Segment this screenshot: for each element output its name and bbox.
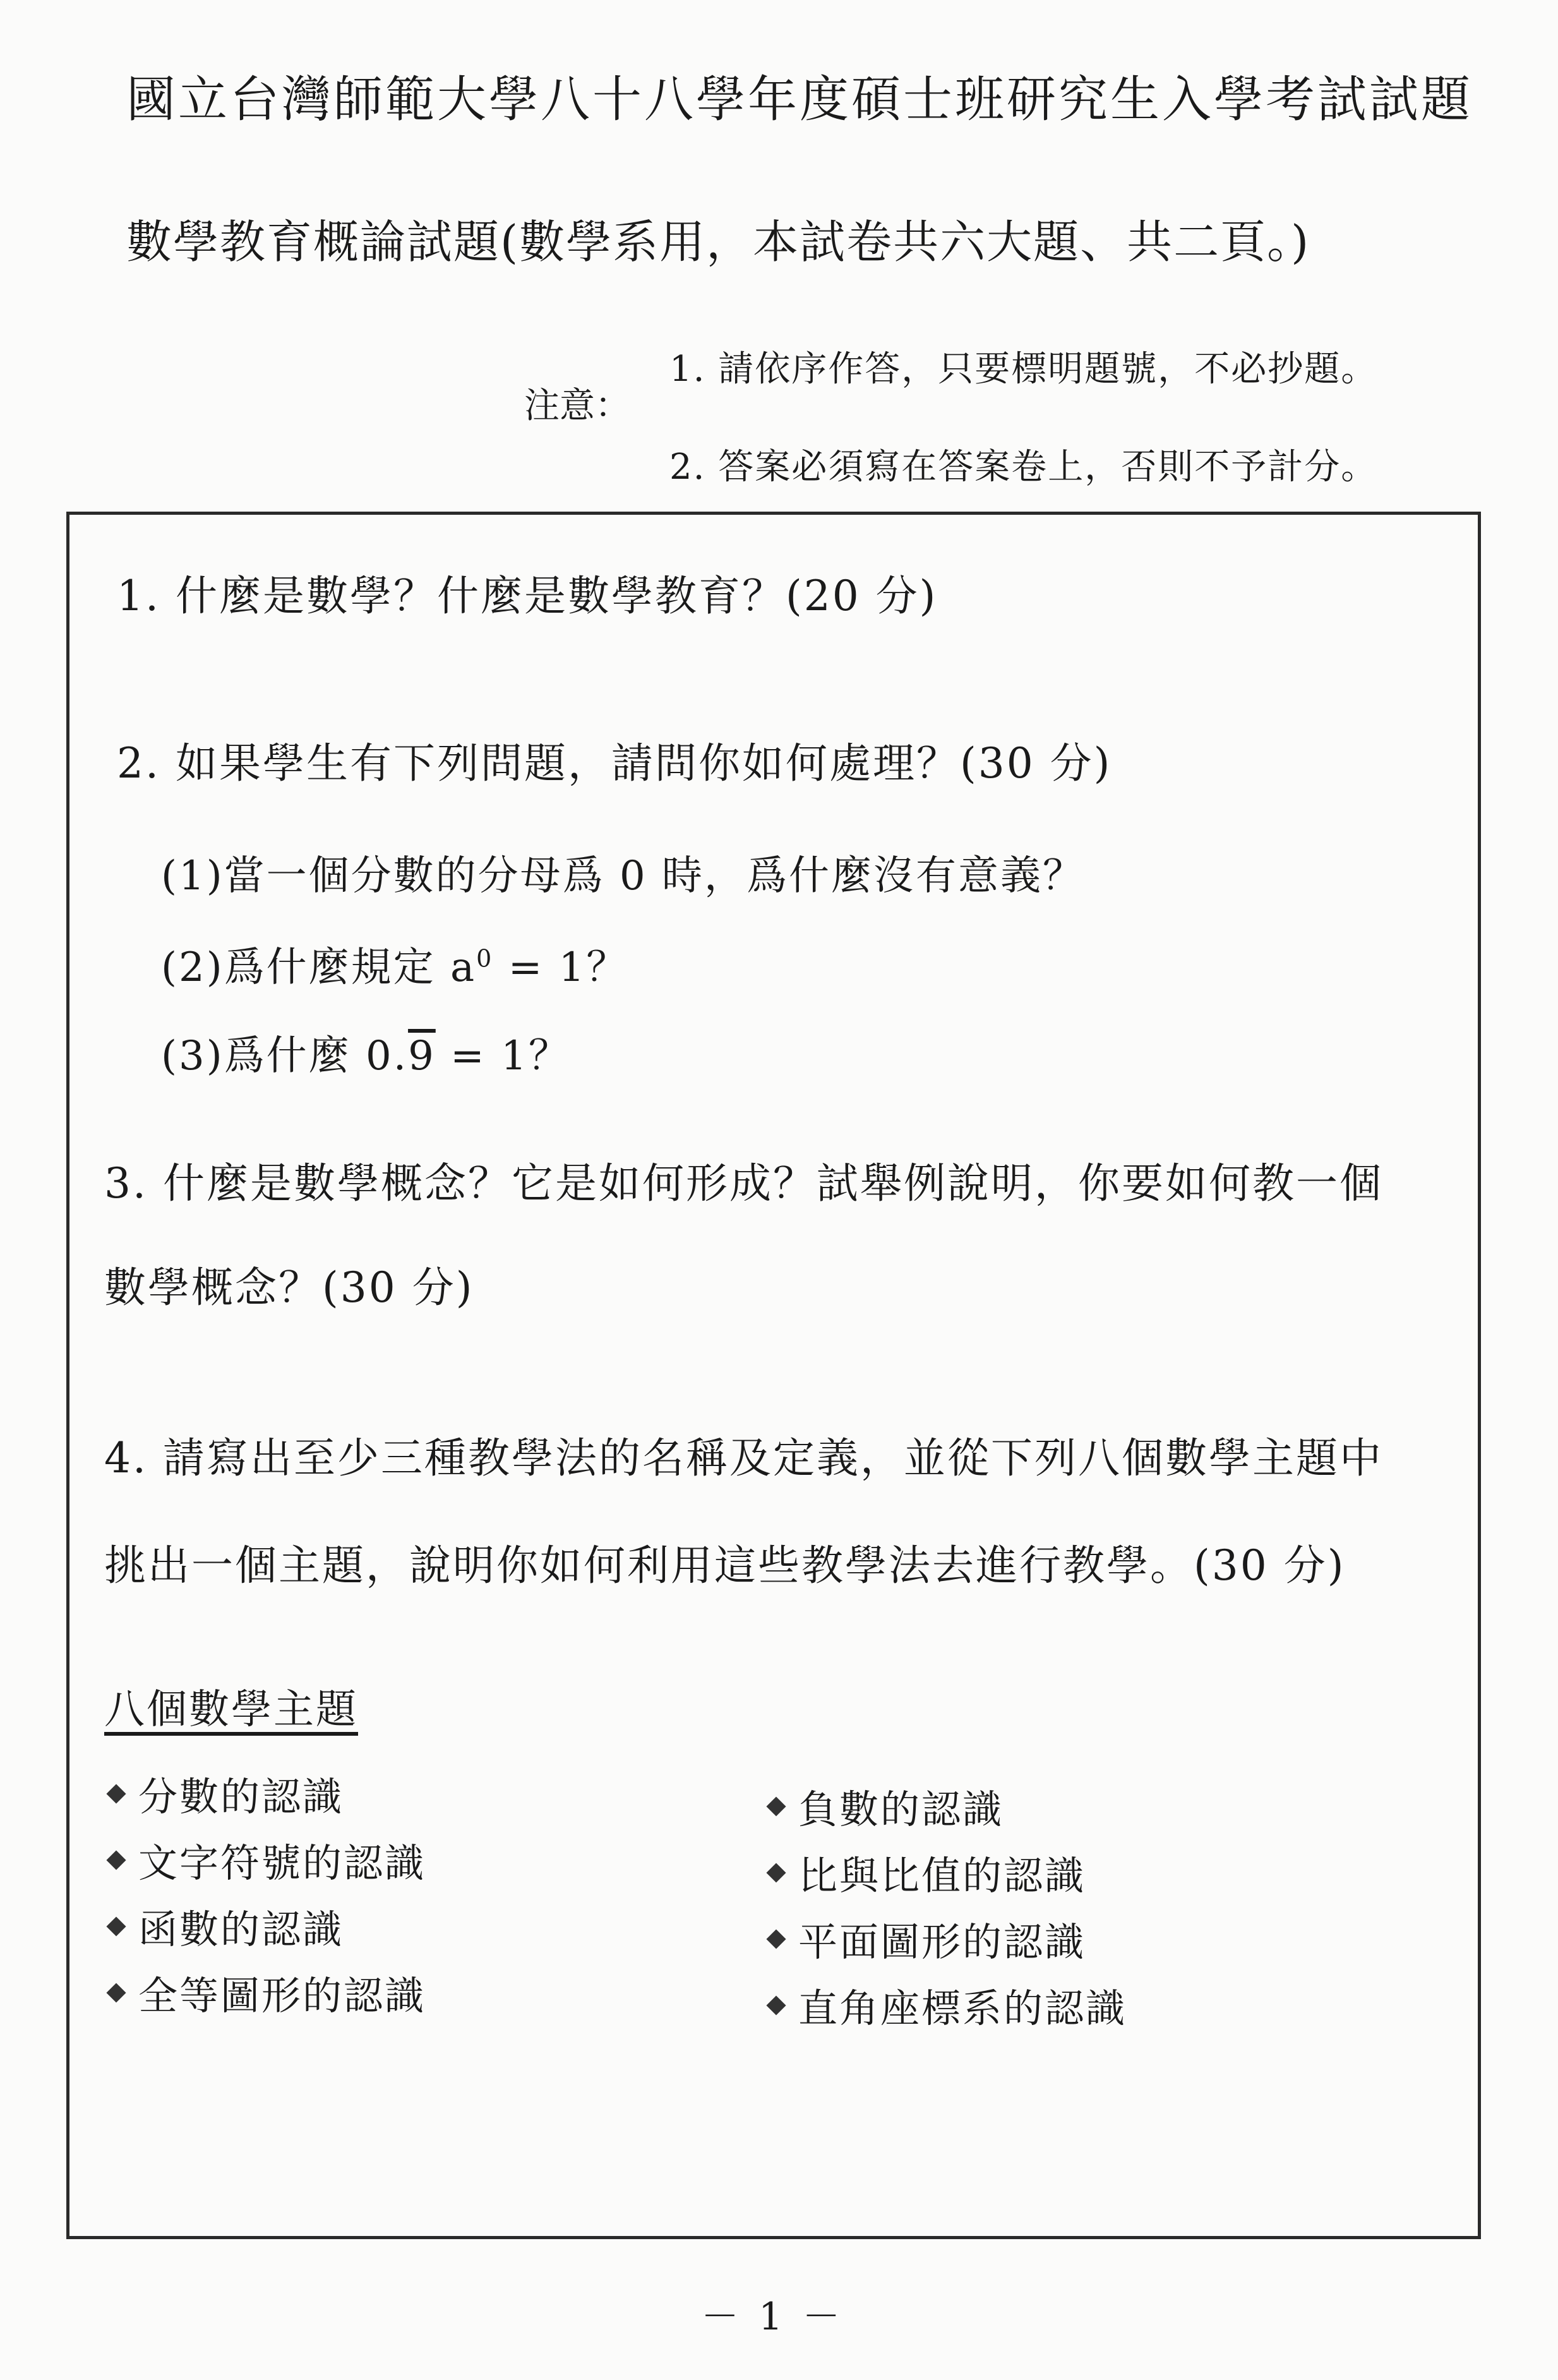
topic-label: 文字符號的認識 (138, 1840, 426, 1886)
question-2-sub-1: (1)當一個分數的分母爲 0 時，爲什麼沒有意義？ (161, 853, 1086, 899)
subject-line: 數學教育概論試題(數學系用，本試卷共六大題、共二頁。) (126, 215, 1310, 268)
question-3-line-2: 數學概念？(30 分) (104, 1263, 474, 1312)
question-2: 2. 如果學生有下列問題，請問你如何處理？(30 分) (117, 739, 1112, 788)
notice-item-1: 1. 請依序作答，只要標明題號，不必抄題。 (669, 349, 1378, 390)
topic-label: 直角座標系的認識 (798, 1985, 1127, 2031)
topic-label: 分數的認識 (138, 1774, 344, 1820)
topic-right-1 (764, 1778, 1004, 1834)
topic-label: 平面圖形的認識 (798, 1919, 1086, 1965)
topic-right-2 (764, 1844, 1086, 1901)
question-2-sub-2 (161, 935, 628, 993)
exam-title: 國立台灣師範大學八十八學年度碩士班研究生入學考試試題 (126, 71, 1473, 128)
diamond-bullet-icon (766, 1796, 786, 1816)
topic-left-3 (104, 1898, 344, 1954)
question-2-sub-2-suffix: = 1？ (493, 944, 629, 991)
question-4-line-2: 挑出一個主題，說明你如何利用這些教學法去進行教學。(30 分) (104, 1541, 1346, 1590)
topic-label: 比與比值的認識 (798, 1853, 1086, 1899)
diamond-bullet-icon (106, 1916, 126, 1936)
question-2-sub-2-prefix: (2)爲什麼規定 a (161, 944, 477, 991)
topic-left-4 (104, 1964, 426, 2021)
question-2-sub-3-prefix: (3)爲什麼 0. (161, 1033, 409, 1079)
topic-left-2 (104, 1832, 426, 1888)
notice-item-2: 2. 答案必須寫在答案卷上，否則不予計分。 (669, 447, 1378, 488)
notice-label: 注意： (524, 385, 630, 426)
question-3-line-1: 3. 什麼是數學概念？它是如何形成？試舉例說明，你要如何教一個 (104, 1159, 1383, 1208)
diamond-bullet-icon (766, 1929, 786, 1949)
diamond-bullet-icon (106, 1983, 126, 2002)
topic-label: 負數的認識 (798, 1786, 1004, 1832)
topic-right-4 (764, 1977, 1127, 2033)
diamond-bullet-icon (766, 1863, 786, 1882)
diamond-bullet-icon (106, 1850, 126, 1870)
diamond-bullet-icon (106, 1784, 126, 1803)
topic-right-3 (764, 1911, 1086, 1967)
diamond-bullet-icon (766, 1995, 786, 2015)
question-1: 1. 什麼是數學？什麼是數學教育？(20 分) (117, 572, 938, 620)
question-2-sub-3 (161, 1023, 571, 1081)
question-2-sub-3-suffix: = 1？ (435, 1033, 571, 1079)
question-4-line-1: 4. 請寫出至少三種教學法的名稱及定義，並從下列八個數學主題中 (104, 1434, 1383, 1482)
topic-left-1 (104, 1765, 344, 1822)
topic-label: 全等圖形的認識 (138, 1973, 426, 2019)
topic-label: 函數的認識 (138, 1906, 344, 1952)
repeating-digit: 9 (408, 1033, 436, 1079)
topics-heading: 八個數學主題 (104, 1686, 358, 1733)
page-number: － 1 － (701, 2295, 844, 2339)
question-box (66, 512, 1481, 2239)
exponent: 0 (476, 944, 494, 973)
